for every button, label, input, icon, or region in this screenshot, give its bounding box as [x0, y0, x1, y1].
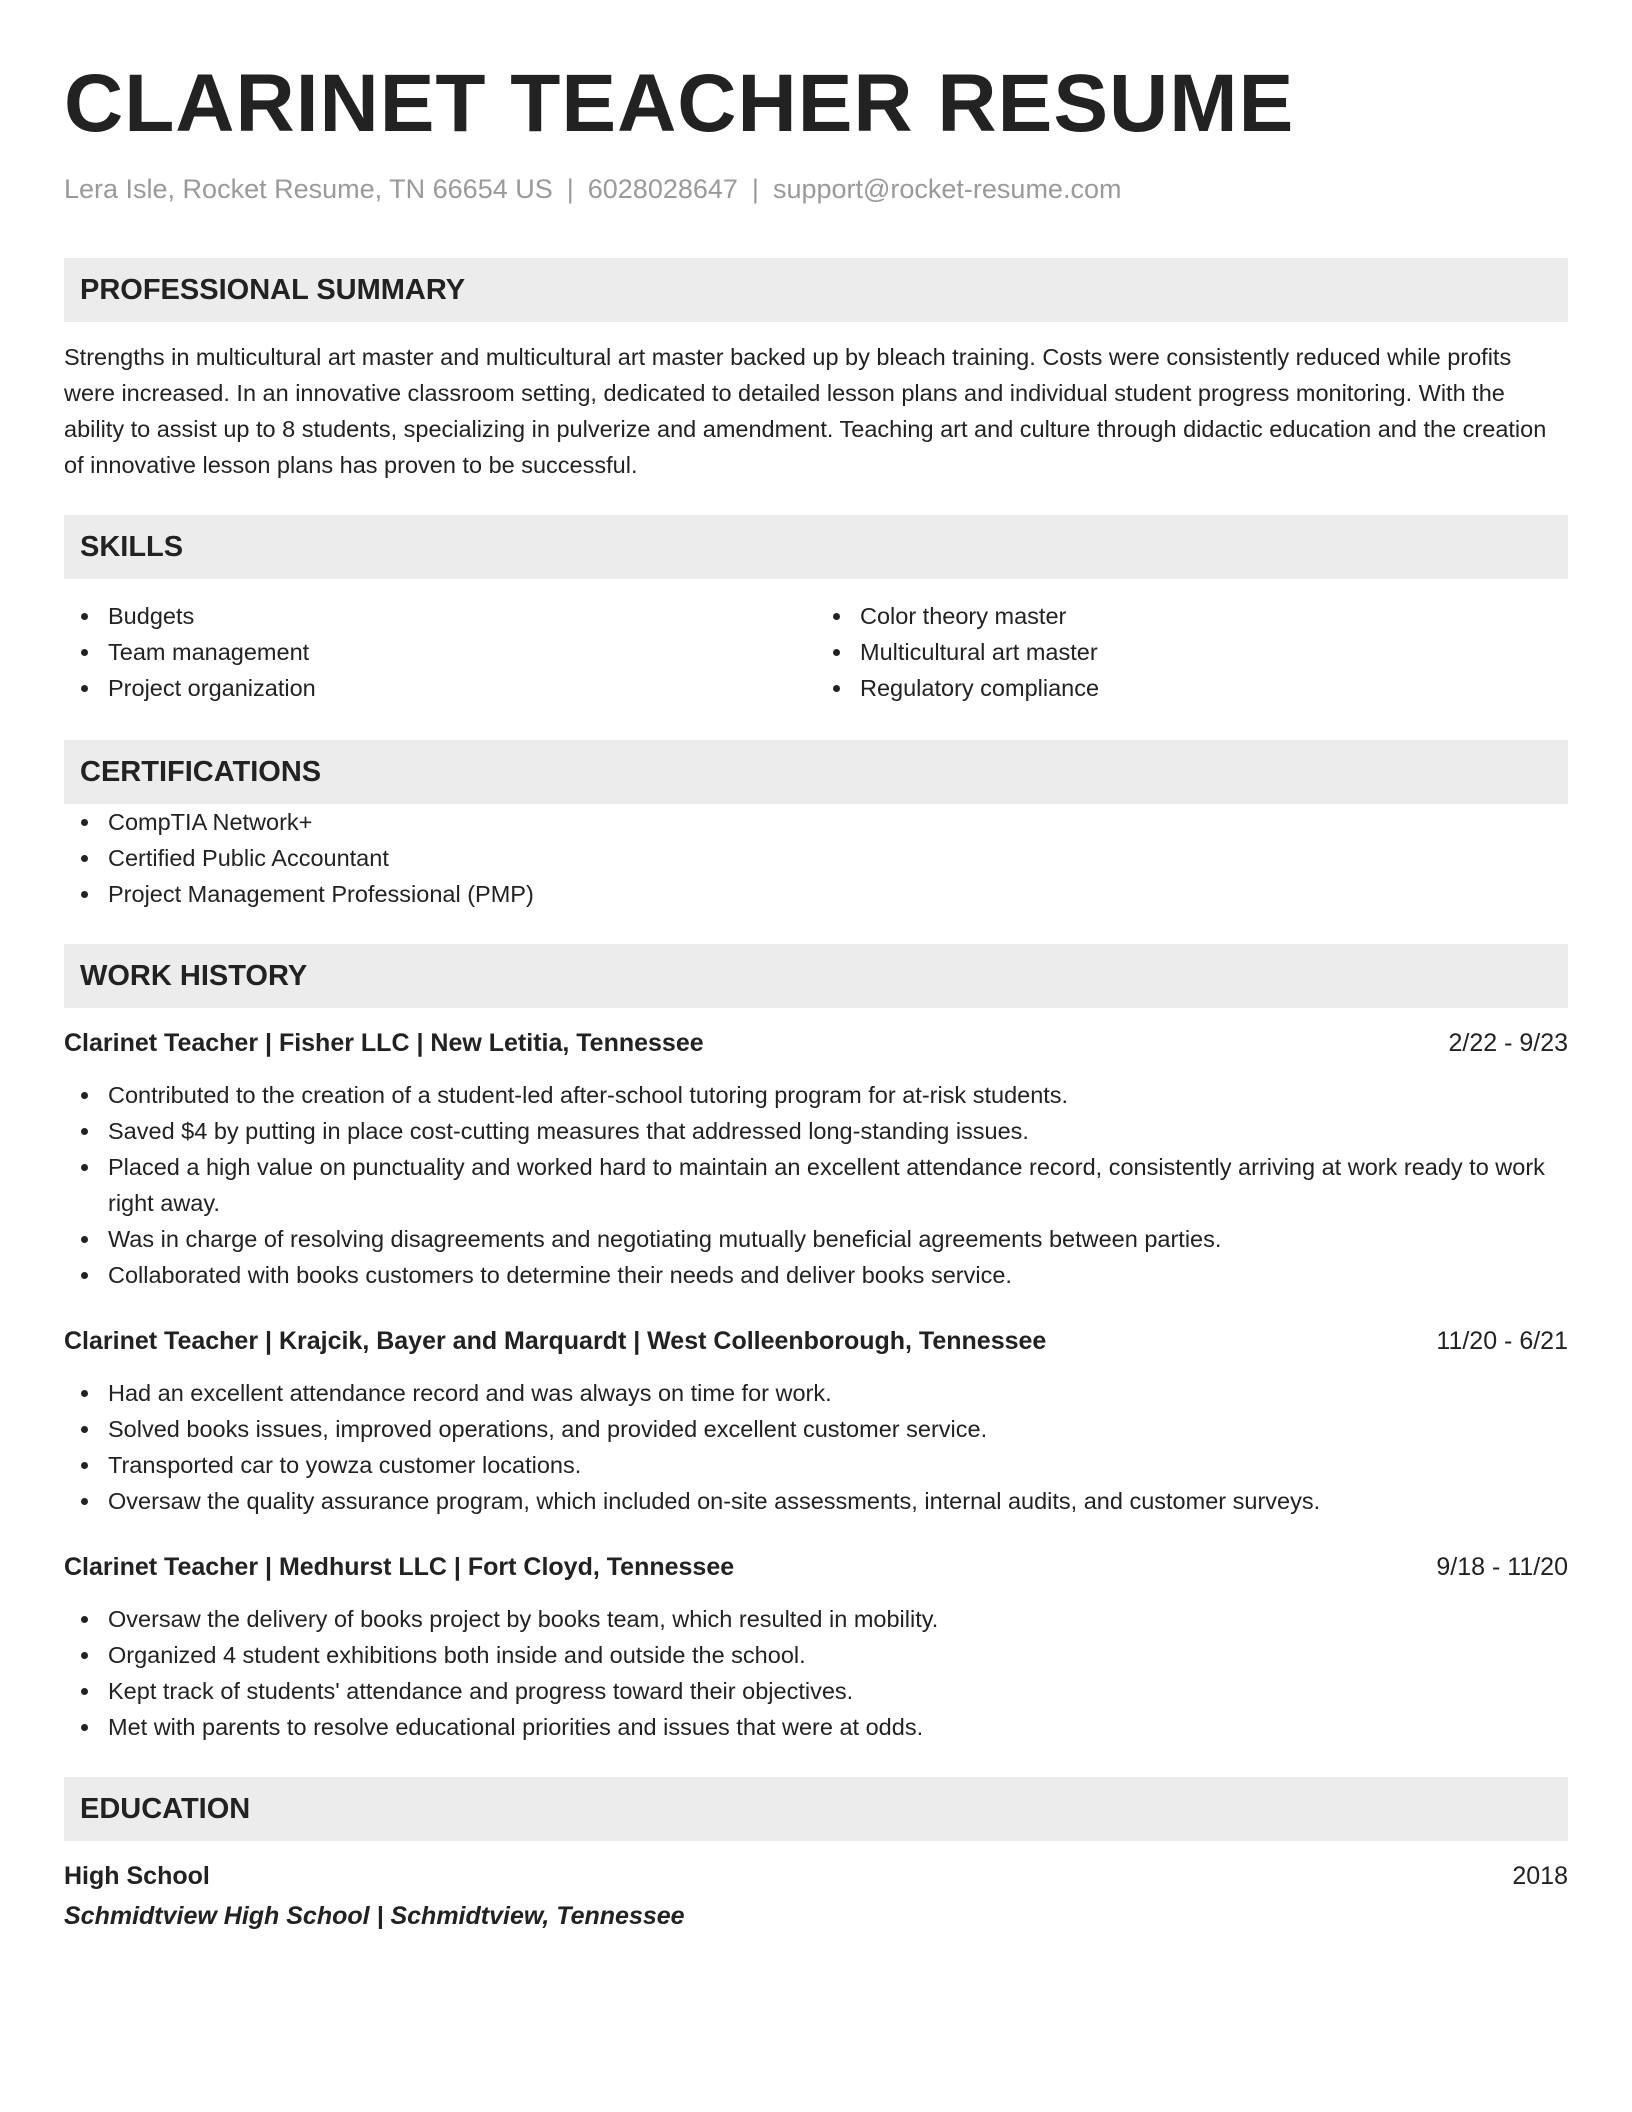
education-heading [64, 1859, 1568, 1893]
job-title: Clarinet Teacher | Krajcik, Bayer and Marquardt | West Colleenborough, Tennessee [64, 1327, 1047, 1355]
education-school: Schmidtview High School | Schmidtview, Tennessee [64, 1902, 685, 1930]
job-bullet: Organized 4 student exhibitions both inside and outside the school. [64, 1637, 1568, 1673]
job-bullet: Contributed to the creation of a student-led after-school tutoring program for at-risk students. [64, 1077, 1568, 1113]
skill-item: Color theory master [816, 598, 1568, 634]
education-entry [64, 1859, 1568, 1933]
job-bullets [64, 1375, 1568, 1519]
contact-email: support@rocket-resume.com [772, 174, 1122, 204]
job-bullet: Oversaw the quality assurance program, which included on-site assessments, internal audits, and customer surveys. [64, 1483, 1568, 1519]
skills-list-left [64, 598, 816, 706]
skill-item: Budgets [64, 598, 816, 634]
job-bullet: Oversaw the delivery of books project by books team, which resulted in mobility. [64, 1601, 1568, 1637]
summary-text: Strengths in multicultural art master and multicultural art master backed up by bleach training. Costs were consistently reduced while profits were increased. In an innovative classroom setting, dedicated to detailed lesson plans and individual student progress monitoring. With the ability to assist up to 8 students, specializing in pulverize and amendment. Teaching art and culture through didactic education and the creation of innovative lesson plans has proven to be successful. [64, 344, 1547, 478]
job-bullet: Was in charge of resolving disagreements and negotiating mutually beneficial agreements between parties. [64, 1221, 1568, 1257]
education-degree: High School [64, 1862, 210, 1890]
skill-item: Regulatory compliance [816, 670, 1568, 706]
section-header-summary: PROFESSIONAL SUMMARY [64, 258, 1568, 322]
job-bullet: Had an excellent attendance record and was always on time for work. [64, 1375, 1568, 1411]
job-bullet: Solved books issues, improved operations, and provided excellent customer service. [64, 1411, 1568, 1447]
certification-item: Certified Public Accountant [64, 840, 1568, 876]
contact-address: Lera Isle, Rocket Resume, TN 66654 US [64, 174, 553, 204]
job-entry [64, 1026, 1568, 1293]
job-bullet: Kept track of students' attendance and progress toward their objectives. [64, 1673, 1568, 1709]
job-dates: 2/22 - 9/23 [1448, 1029, 1568, 1057]
skills-list-right [816, 598, 1568, 706]
section-header-certifications: CERTIFICATIONS [64, 740, 1568, 804]
skill-item: Project organization [64, 670, 816, 706]
job-heading [64, 1026, 1568, 1060]
section-header-work-history: WORK HISTORY [64, 944, 1568, 1008]
job-heading [64, 1550, 1568, 1584]
education-year: 2018 [1512, 1862, 1568, 1890]
contact-line [64, 172, 1568, 206]
job-entry [64, 1550, 1568, 1745]
certification-item: CompTIA Network+ [64, 804, 1568, 840]
section-header-skills: SKILLS [64, 515, 1568, 579]
job-bullet: Placed a high value on punctuality and worked hard to maintain an excellent attendance record, consistently arriving at work ready to work right away. [64, 1149, 1568, 1221]
section-header-education: EDUCATION [64, 1777, 1568, 1841]
job-bullets [64, 1077, 1568, 1293]
contact-separator: | [751, 174, 759, 204]
skills-column-left [64, 598, 816, 706]
resume-title: CLARINET TEACHER RESUME [64, 58, 1295, 149]
job-bullet: Transported car to yowza customer locations. [64, 1447, 1568, 1483]
job-bullets [64, 1601, 1568, 1745]
job-dates: 9/18 - 11/20 [1436, 1553, 1568, 1581]
contact-phone: 6028028647 [587, 174, 738, 204]
skills-column-right [816, 598, 1568, 706]
job-title: Clarinet Teacher | Medhurst LLC | Fort Cloyd, Tennessee [64, 1553, 735, 1581]
skills-grid [64, 598, 1568, 706]
contact-separator: | [566, 174, 574, 204]
job-title: Clarinet Teacher | Fisher LLC | New Letitia, Tennessee [64, 1029, 704, 1057]
job-dates: 11/20 - 6/21 [1436, 1327, 1568, 1355]
job-bullet: Met with parents to resolve educational priorities and issues that were at odds. [64, 1709, 1568, 1745]
job-heading [64, 1324, 1568, 1358]
skill-item: Team management [64, 634, 816, 670]
skill-item: Multicultural art master [816, 634, 1568, 670]
certification-item: Project Management Professional (PMP) [64, 876, 1568, 912]
job-entry [64, 1324, 1568, 1519]
job-bullet: Collaborated with books customers to determine their needs and deliver books service. [64, 1257, 1568, 1293]
certifications-list [64, 804, 1568, 912]
job-bullet: Saved $4 by putting in place cost-cutting measures that addressed long-standing issues. [64, 1113, 1568, 1149]
